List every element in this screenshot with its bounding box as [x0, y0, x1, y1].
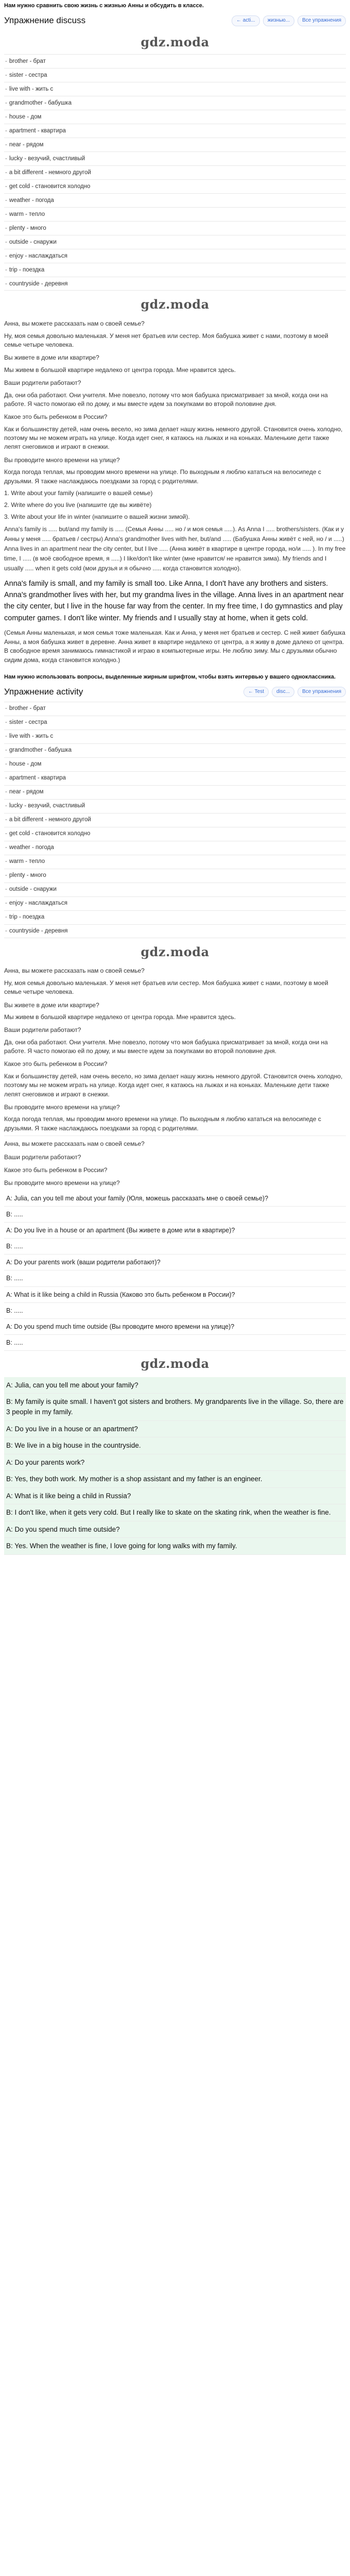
- instruction: 3. Write about your life in winter (напишите о вашей жизни зимой).: [4, 513, 190, 521]
- paragraph: Ну, моя семья довольно маленькая. У меня нет братьев или сестер. Моя бабушка живет с нами, поэтому в моей семье четыре человека.: [4, 332, 328, 348]
- list-item: - lucky - везучий, счастливый: [4, 151, 346, 165]
- paragraph: Мы живем в большой квартире недалеко от центра города. Мне нравится здесь.: [4, 366, 236, 374]
- vocabulary-list: [4, 54, 346, 291]
- list-item: - weather - погода: [4, 193, 346, 207]
- next-exercise-link[interactable]: disc...: [272, 687, 294, 698]
- paragraph: Анна, вы можете рассказать нам о своей семье?: [4, 320, 145, 328]
- dialog-line: A: Do your parents work (ваши родители работают)?: [4, 1255, 346, 1270]
- dialog-line: B: .....: [4, 1303, 346, 1319]
- dialog-line: B: My family is quite small. I haven't got sisters and brothers. My grandparents live in the village. So, there are 3 people in my family.: [4, 1394, 346, 1420]
- gap-fill-block: [4, 487, 346, 575]
- paragraph: Ваши родители работают?: [4, 1026, 81, 1034]
- list-item: - brother - брат: [4, 702, 346, 716]
- list-item: - warm - тепло: [4, 207, 346, 221]
- list-item: - near - рядом: [4, 785, 346, 799]
- paragraph: Ну, моя семья довольно маленькая. У меня нет братьев или сестер. Моя бабушка живет с нами, поэтому в моей семье четыре человека.: [4, 979, 328, 996]
- dialog-line: B: Yes, they both work. My mother is a shop assistant and my father is an engineer.: [4, 1471, 346, 1488]
- paragraph: Вы проводите много времени на улице?: [4, 1104, 120, 1111]
- list-item: - apartment - квартира: [4, 124, 346, 138]
- list-item: - lucky - везучий, счастливый: [4, 799, 346, 813]
- watermark: gdz.moda: [141, 944, 209, 959]
- dialog-line: A: What is it like being a child in Russia?: [4, 1488, 346, 1505]
- list-item: - sister - сестра: [4, 716, 346, 730]
- instruction: 1. Write about your family (напишите о вашей семье): [4, 489, 153, 497]
- instruction: 2. Write where do you live (напишите где вы живёте): [4, 501, 152, 509]
- dialog-line: A: Do you spend much time outside (Вы проводите много времени на улице)?: [4, 1319, 346, 1335]
- dialog-line: A: Do you live in a house or an apartment (Вы живете в доме или в квартире)?: [4, 1223, 346, 1239]
- list-item: - plenty - много: [4, 221, 346, 235]
- paragraph: Вы проводите много времени на улице?: [4, 456, 120, 464]
- dialog-line: A: Do you live in a house or an apartment?: [4, 1421, 346, 1438]
- list-item: - sister - сестра: [4, 68, 346, 82]
- list-item: - house - дом: [4, 110, 346, 124]
- list-item: - trip - поездка: [4, 910, 346, 924]
- paragraph: Вы проводите много времени на улице?: [4, 1179, 120, 1187]
- paragraph: Как и большинству детей, нам очень весело, но зима делает нашу жизнь немного другой. Становится очень холодно, поэтому мы не можем играть на улице. Когда идет снег, я катаюсь на лыжах и на коньках. Маленькие дети также лепят снеговиков и играют в снежки.: [4, 425, 343, 451]
- translation-block: [4, 964, 346, 1189]
- dialog-line: A: What is it like being a child in Russia (Каково это быть ребенком в России)?: [4, 1287, 346, 1303]
- story-english: Anna's family is small, and my family is small too. Like Anna, I don't have any brothers and sisters. Anna's grandmother lives with her, but my grandma lives in the village. Anna lives in an apartment near the city center, but I live in the house far way from the center. In my free time, I do gymnastics and play computer games. I don't like winter. My friends and I usually stay at home, when it gets cold.: [4, 579, 344, 622]
- paragraph: Да, они оба работают. Они учителя. Мне повезло, потому что моя бабушка присматривает за мной, когда они на работе. Я часто помогаю ей по дому, и мы вместе идем за покупками во второй половине дня.: [4, 1038, 328, 1055]
- list-item: - trip - поездка: [4, 263, 346, 277]
- section-title: Упражнение discuss: [4, 15, 86, 25]
- list-item: - warm - тепло: [4, 855, 346, 869]
- list-item: - get cold - становится холодно: [4, 827, 346, 841]
- dialog-line: A: Julia, can you tell me about your family (Юля, можешь рассказать мне о своей семье)?: [4, 1191, 346, 1207]
- dialog-line: B: .....: [4, 1335, 346, 1351]
- dialog-line: A: Julia, can you tell me about your family?: [4, 1377, 346, 1394]
- paragraph: Какое это быть ребенком в России?: [4, 413, 108, 421]
- list-item: - outside - снаружи: [4, 883, 346, 896]
- list-item: - a bit different - немного другой: [4, 813, 346, 827]
- paragraph: Когда погода теплая, мы проводим много времени на улице. По выходным я люблю кататься на велосипеде с друзьями. Я также наслаждаюсь поездками за город с родителями.: [4, 468, 321, 485]
- nav-pills: [232, 15, 346, 26]
- task-intro: Нам нужно сравнить свою жизнь с жизнью Анны и обсудить в классе.: [4, 3, 204, 9]
- dialog-line: B: .....: [4, 1239, 346, 1255]
- paragraph: Анна, вы можете рассказать нам о своей семье?: [4, 1140, 145, 1148]
- paragraph: Ваши родители работают?: [4, 1153, 81, 1161]
- list-item: - enjoy - наслаждаться: [4, 896, 346, 910]
- list-item: - outside - снаружи: [4, 235, 346, 249]
- section-header-discuss: [4, 11, 346, 30]
- dialog-line: A: Do your parents work?: [4, 1454, 346, 1471]
- paragraph: Какое это быть ребенком в России?: [4, 1166, 108, 1174]
- list-item: - brother - брат: [4, 54, 346, 68]
- dialog-line: B: We live in a big house in the countryside.: [4, 1437, 346, 1454]
- paragraph: Анна, вы можете рассказать нам о своей семье?: [4, 967, 145, 975]
- list-item: - get cold - становится холодно: [4, 179, 346, 193]
- all-exercises-link[interactable]: Все упражнения: [297, 687, 346, 698]
- dialog-line: B: .....: [4, 1270, 346, 1286]
- prev-exercise-link[interactable]: ← Test: [243, 687, 269, 698]
- dialog-line: B: I don't like, when it gets very cold. But I really like to skate on the skating rink, when the weather is fine.: [4, 1504, 346, 1521]
- list-item: - plenty - много: [4, 869, 346, 883]
- watermark: gdz.moda: [141, 1356, 209, 1371]
- paragraph: Вы живете в доме или квартире?: [4, 1001, 99, 1009]
- list-item: - countryside - деревня: [4, 924, 346, 938]
- dialog-line: A: Do you spend much time outside?: [4, 1521, 346, 1538]
- watermark: gdz.moda: [141, 34, 209, 49]
- next-exercise-link[interactable]: жизнью...: [263, 15, 294, 26]
- paragraph: Как и большинству детей, нам очень весело, но зима делает нашу жизнь немного другой. Становится очень холодно, поэтому мы не можем играть на улице. Когда идет снег, я катаюсь на лыжах и на коньках. Маленькие дети также лепят снеговиков и играют в снежки.: [4, 1072, 343, 1098]
- watermark: gdz.moda: [141, 297, 209, 312]
- answer-dialog: [4, 1376, 346, 1556]
- task-intro-2: Нам нужно использовать вопросы, выделенные жирным шрифтом, чтобы взять интервью у вашего одноклассника.: [4, 673, 336, 680]
- dialog-line: B: .....: [4, 1207, 346, 1223]
- gap-fill-template: Anna's family is ..... but/and my family is ..... (Семья Анны ..... но / и моя семья .....). As Anna I ..... brothers/sisters. (Как и у Анны у меня ..... братьев / сестры) Anna's grandmother lives with her, but/and ..... (Бабушка Анны живёт с ней, но / и .....) Anna lives in an apartment near the city center, but I live ..... (Анна живёт в квартире в центре города, но/и ..... ). In my free time, I ..... (в моё свободное время, я .....) I like/don't like winter (мне нравится/ не нравится зима). My friends and I usually ..... when it gets cold (мои друзья и я обычно ..... когда становится холодно).: [4, 525, 346, 572]
- list-item: - weather - погода: [4, 841, 346, 855]
- list-item: - countryside - деревня: [4, 277, 346, 291]
- story-russian: (Семья Анны маленькая, и моя семья тоже маленькая. Как и Анна, у меня нет братьев и сестер. С ней живет бабушка Анны, а моя бабушка живет в деревне. Анна живет в квартире недалеко от центра, а я живу в доме далеко от центра. В свободное время занимаюсь гимнастикой и играю в компьютерные игры. Не люблю зиму. Мы с друзьями обычно сидим дома, когда становится холодно.): [4, 629, 345, 664]
- translation-block: [4, 317, 346, 487]
- list-item: - live with - жить с: [4, 730, 346, 743]
- prev-exercise-link[interactable]: ← acti...: [232, 15, 260, 26]
- section-title: Упражнение activity: [4, 686, 83, 697]
- list-item: - near - рядом: [4, 138, 346, 151]
- list-item: - a bit different - немного другой: [4, 165, 346, 179]
- paragraph: Ваши родители работают?: [4, 379, 81, 387]
- nav-pills: [243, 687, 346, 698]
- paragraph: Когда погода теплая, мы проводим много времени на улице. По выходным я люблю кататься на велосипеде с друзьями. Я также наслаждаюсь поездками за город с родителями.: [4, 1115, 321, 1132]
- all-exercises-link[interactable]: Все упражнения: [297, 15, 346, 26]
- paragraph: Мы живем в большой квартире недалеко от центра города. Мне нравится здесь.: [4, 1013, 236, 1021]
- list-item: - apartment - квартира: [4, 771, 346, 785]
- paragraph: Да, они оба работают. Они учителя. Мне повезло, потому что моя бабушка присматривает за мной, когда они на работе. Я часто помогаю ей по дому, и мы вместе идем за покупками во второй половине дня.: [4, 391, 328, 408]
- paragraph: Вы живете в доме или квартире?: [4, 354, 99, 362]
- vocabulary-list: [4, 702, 346, 938]
- list-item: - grandmother - бабушка: [4, 96, 346, 110]
- template-dialog: [4, 1190, 346, 1352]
- list-item: - house - дом: [4, 757, 346, 771]
- section-header-activity: [4, 683, 346, 702]
- list-item: - grandmother - бабушка: [4, 743, 346, 757]
- list-item: - enjoy - наслаждаться: [4, 249, 346, 263]
- dialog-line: B: Yes. When the weather is fine, I love going for long walks with my family.: [4, 1538, 346, 1555]
- list-item: - live with - жить с: [4, 82, 346, 96]
- paragraph: Какое это быть ребенком в России?: [4, 1060, 108, 1068]
